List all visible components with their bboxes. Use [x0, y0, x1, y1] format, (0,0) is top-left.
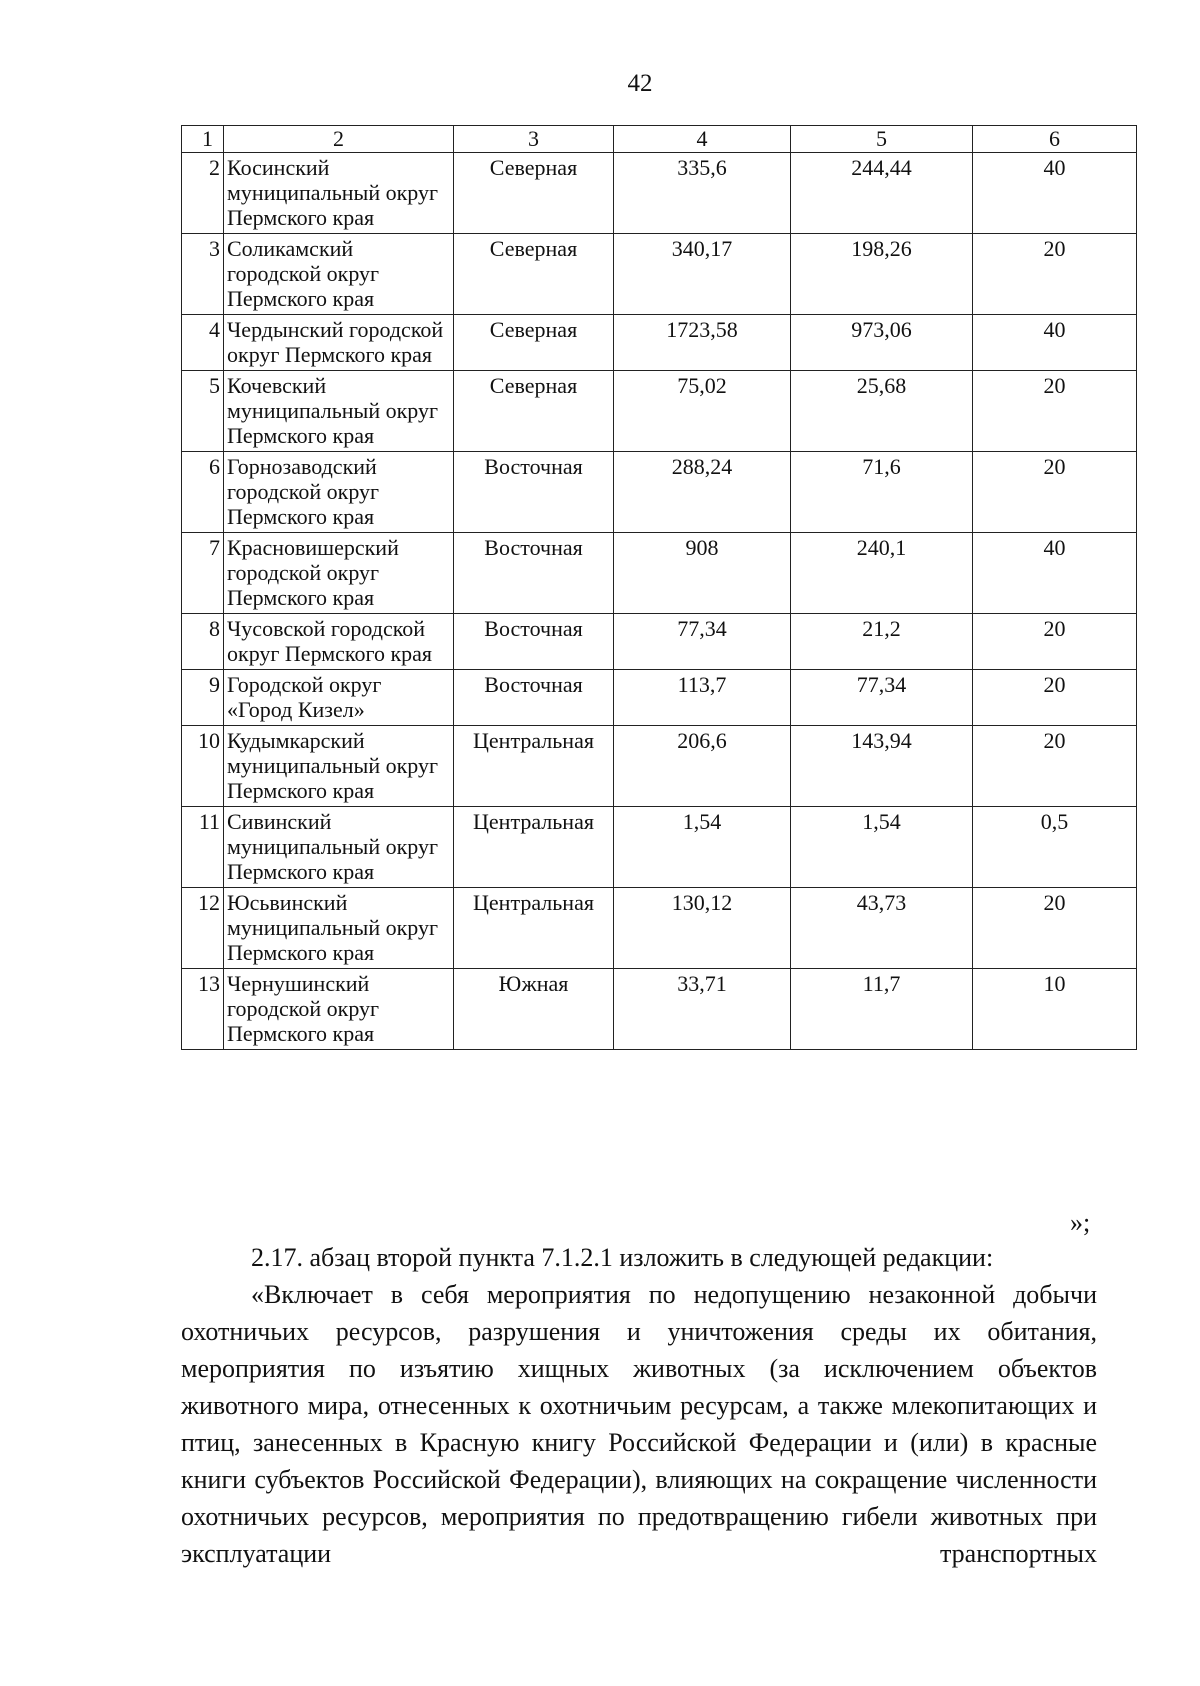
district-name-cell: Кудымкарский муниципальный округ Пермского края: [224, 726, 454, 807]
district-name-cell: Косинский муниципальный округ Пермского края: [224, 153, 454, 234]
table-row: [182, 533, 1137, 614]
row-number-cell: 13: [182, 969, 224, 1050]
header-cell: 4: [614, 126, 791, 153]
column-6-cell: 20: [973, 888, 1137, 969]
row-number-cell: 10: [182, 726, 224, 807]
page-number: 42: [627, 70, 653, 97]
row-number-cell: 3: [182, 234, 224, 315]
column-5-cell: 244,44: [791, 153, 973, 234]
column-4-cell: 75,02: [614, 371, 791, 452]
zone-cell: Северная: [454, 315, 614, 371]
zone-cell: Восточная: [454, 533, 614, 614]
column-5-cell: 43,73: [791, 888, 973, 969]
column-6-cell: 20: [973, 452, 1137, 533]
table-row: [182, 371, 1137, 452]
district-name-cell: Чердынский городской округ Пермского края: [224, 315, 454, 371]
table-row: [182, 452, 1137, 533]
column-4-cell: 288,24: [614, 452, 791, 533]
zone-cell: Центральная: [454, 888, 614, 969]
district-name-cell: Юсьвинский муниципальный округ Пермского края: [224, 888, 454, 969]
zone-cell: Южная: [454, 969, 614, 1050]
district-name-cell: Горнозаводский городской округ Пермского края: [224, 452, 454, 533]
column-4-cell: 33,71: [614, 969, 791, 1050]
row-number-cell: 7: [182, 533, 224, 614]
column-6-cell: 20: [973, 726, 1137, 807]
table-row: [182, 726, 1137, 807]
amendment-heading: 2.17. абзац второй пункта 7.1.2.1 изложить в следующей редакции:: [251, 1243, 994, 1272]
zone-cell: Северная: [454, 153, 614, 234]
table-row: [182, 315, 1137, 371]
column-5-cell: 25,68: [791, 371, 973, 452]
column-5-cell: 77,34: [791, 670, 973, 726]
table-row: [182, 888, 1137, 969]
table-header-row: [182, 126, 1137, 153]
column-5-cell: 973,06: [791, 315, 973, 371]
column-6-cell: 10: [973, 969, 1137, 1050]
row-number-cell: 12: [182, 888, 224, 969]
column-6-cell: 40: [973, 153, 1137, 234]
column-4-cell: 908: [614, 533, 791, 614]
column-5-cell: 143,94: [791, 726, 973, 807]
table-body: [182, 126, 1137, 1050]
column-5-cell: 71,6: [791, 452, 973, 533]
column-4-cell: 130,12: [614, 888, 791, 969]
column-6-cell: 20: [973, 371, 1137, 452]
column-4-cell: 77,34: [614, 614, 791, 670]
column-4-cell: 1,54: [614, 807, 791, 888]
column-4-cell: 335,6: [614, 153, 791, 234]
table-row: [182, 614, 1137, 670]
district-name-cell: Чусовской городской округ Пермского края: [224, 614, 454, 670]
amendment-text: «Включает в себя мероприятия по недопущению незаконной добычи охотничьих ресурсов, разрушения и уничтожения среды их обитания, мероприятия по изъятию хищных животных (за исключением объектов животного мира, отнесенных к охотничьим ресурсам, а также млекопитающих и птиц, занесенных в Красную книгу Российской Федерации и (или) в красные книги субъектов Российской Федерации), влияющих на сокращение численности охотничьих ресурсов, мероприятия по предотвращению гибели животных при эксплуатации транспортных: [181, 1280, 1097, 1568]
row-number-cell: 11: [182, 807, 224, 888]
table-row: [182, 807, 1137, 888]
zone-cell: Северная: [454, 234, 614, 315]
column-5-cell: 11,7: [791, 969, 973, 1050]
closing-quote: »;: [1070, 1208, 1091, 1237]
header-cell: 1: [182, 126, 224, 153]
district-name-cell: Кочевский муниципальный округ Пермского края: [224, 371, 454, 452]
column-6-cell: 40: [973, 315, 1137, 371]
column-4-cell: 113,7: [614, 670, 791, 726]
zone-cell: Восточная: [454, 614, 614, 670]
header-cell: 5: [791, 126, 973, 153]
districts-table: [181, 125, 1137, 1050]
row-number-cell: 9: [182, 670, 224, 726]
column-6-cell: 20: [973, 234, 1137, 315]
zone-cell: Восточная: [454, 670, 614, 726]
column-6-cell: 0,5: [973, 807, 1137, 888]
column-4-cell: 206,6: [614, 726, 791, 807]
row-number-cell: 5: [182, 371, 224, 452]
zone-cell: Центральная: [454, 807, 614, 888]
column-4-cell: 1723,58: [614, 315, 791, 371]
district-name-cell: Красновишерский городской округ Пермского края: [224, 533, 454, 614]
table-row: [182, 234, 1137, 315]
district-name-cell: Сивинский муниципальный округ Пермского края: [224, 807, 454, 888]
column-5-cell: 21,2: [791, 614, 973, 670]
district-name-cell: Чернушинский городской округ Пермского края: [224, 969, 454, 1050]
column-6-cell: 40: [973, 533, 1137, 614]
column-5-cell: 1,54: [791, 807, 973, 888]
header-cell: 3: [454, 126, 614, 153]
table-row: [182, 969, 1137, 1050]
zone-cell: Северная: [454, 371, 614, 452]
column-5-cell: 198,26: [791, 234, 973, 315]
row-number-cell: 6: [182, 452, 224, 533]
table-row: [182, 670, 1137, 726]
column-6-cell: 20: [973, 670, 1137, 726]
zone-cell: Центральная: [454, 726, 614, 807]
row-number-cell: 8: [182, 614, 224, 670]
column-4-cell: 340,17: [614, 234, 791, 315]
header-cell: 6: [973, 126, 1137, 153]
header-cell: 2: [224, 126, 454, 153]
district-name-cell: Городской округ «Город Кизел»: [224, 670, 454, 726]
column-5-cell: 240,1: [791, 533, 973, 614]
column-6-cell: 20: [973, 614, 1137, 670]
row-number-cell: 2: [182, 153, 224, 234]
row-number-cell: 4: [182, 315, 224, 371]
district-name-cell: Соликамский городской округ Пермского края: [224, 234, 454, 315]
table-row: [182, 153, 1137, 234]
zone-cell: Восточная: [454, 452, 614, 533]
